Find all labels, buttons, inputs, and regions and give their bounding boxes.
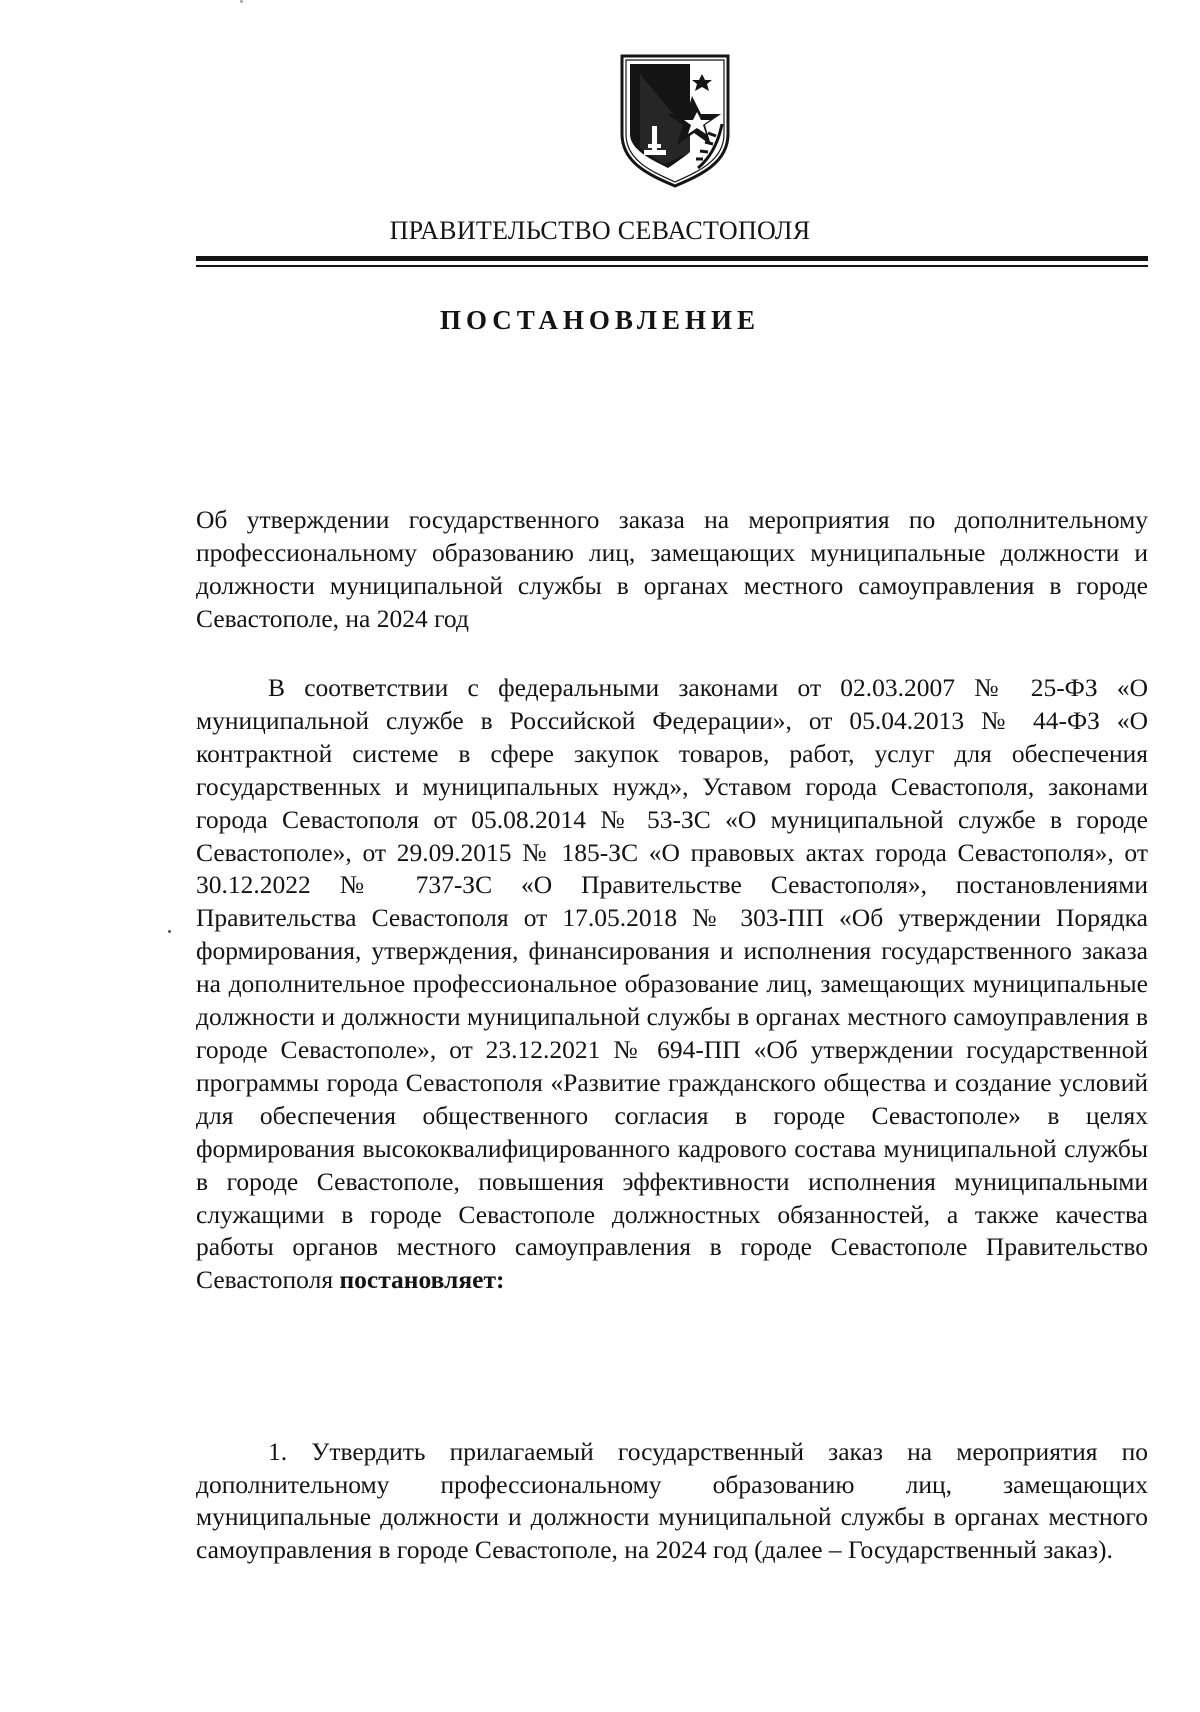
document-subject: Об утверждении государственного заказа на мероприятия по дополнительному профессиональному образованию лиц, замещающих муниципальные должности и должности муниципальной службы в органах местного самоуправления в городе Севастополе, на 2024 год [196,505,1148,633]
resolve-punctuation: : [495,1265,505,1295]
resolve-word: постановляет [339,1265,496,1295]
scan-artifact [168,930,171,933]
preamble-paragraph [196,672,1148,1297]
header-divider-thick [196,256,1148,261]
preamble-text: В соответствии с федеральными законами от 02.03.2007 № 25-ФЗ «О муниципальной службе в Российской Федерации», от 05.04.2013 № 44-ФЗ «О контрактной системе в сфере закупок товаров, работ, услуг для обеспечения государственных и муниципальных нужд», Уставом города Севастополя, законами города Севастополя от 05.08.2014 № 53-ЗС «О муниципальной службе в городе Севастополе», от 29.09.2015 № 185-ЗС «О правовых актах города Севастополя», от 30.12.2022 № 737-ЗС «О Правительстве Севастополя», постановлениями Правительства Севастополя от 17.05.2018 № 303-ПП «Об утверждении Порядка формирования, утверждения, финансирования и исполнения государственного заказа на дополнительное профессиональное образование лиц, замещающих муниципальные должности и должности муниципальной службы в органах местного самоуправления в городе Севастополе», от 23.12.2021 № 694-ПП «Об утверждении государственной программы города Севастополя «Развитие гражданского общества и создание условий для обеспечения общественного согласия в городе Севастополе» в целях формирования высококвалифицированного кадрового состава муниципальной службы в городе Севастополе, повышения эффективности исполнения муниципальными служащими в городе Севастополе должностных обязанностей, а также качества работы органов местного самоуправления в городе Севастополе Правительство Севастополя [196,673,1148,1295]
sevastopol-coat-of-arms-icon [618,52,732,190]
document-type-heading: ПОСТАНОВЛЕНИЕ [439,305,761,335]
header-divider-thin [196,265,1148,267]
clause-1: 1. Утвердить прилагаемый государственный заказ на мероприятия по дополнительному профессиональному образованию лиц, замещающих муниципальные должности и должности муниципальной службы в органах местного самоуправления в городе Севастополе, на 2024 год (далее – Государственный заказ). [196,1437,1148,1564]
scan-artifact [240,0,243,3]
organization-title: ПРАВИТЕЛЬСТВО СЕВАСТОПОЛЯ [389,216,811,245]
